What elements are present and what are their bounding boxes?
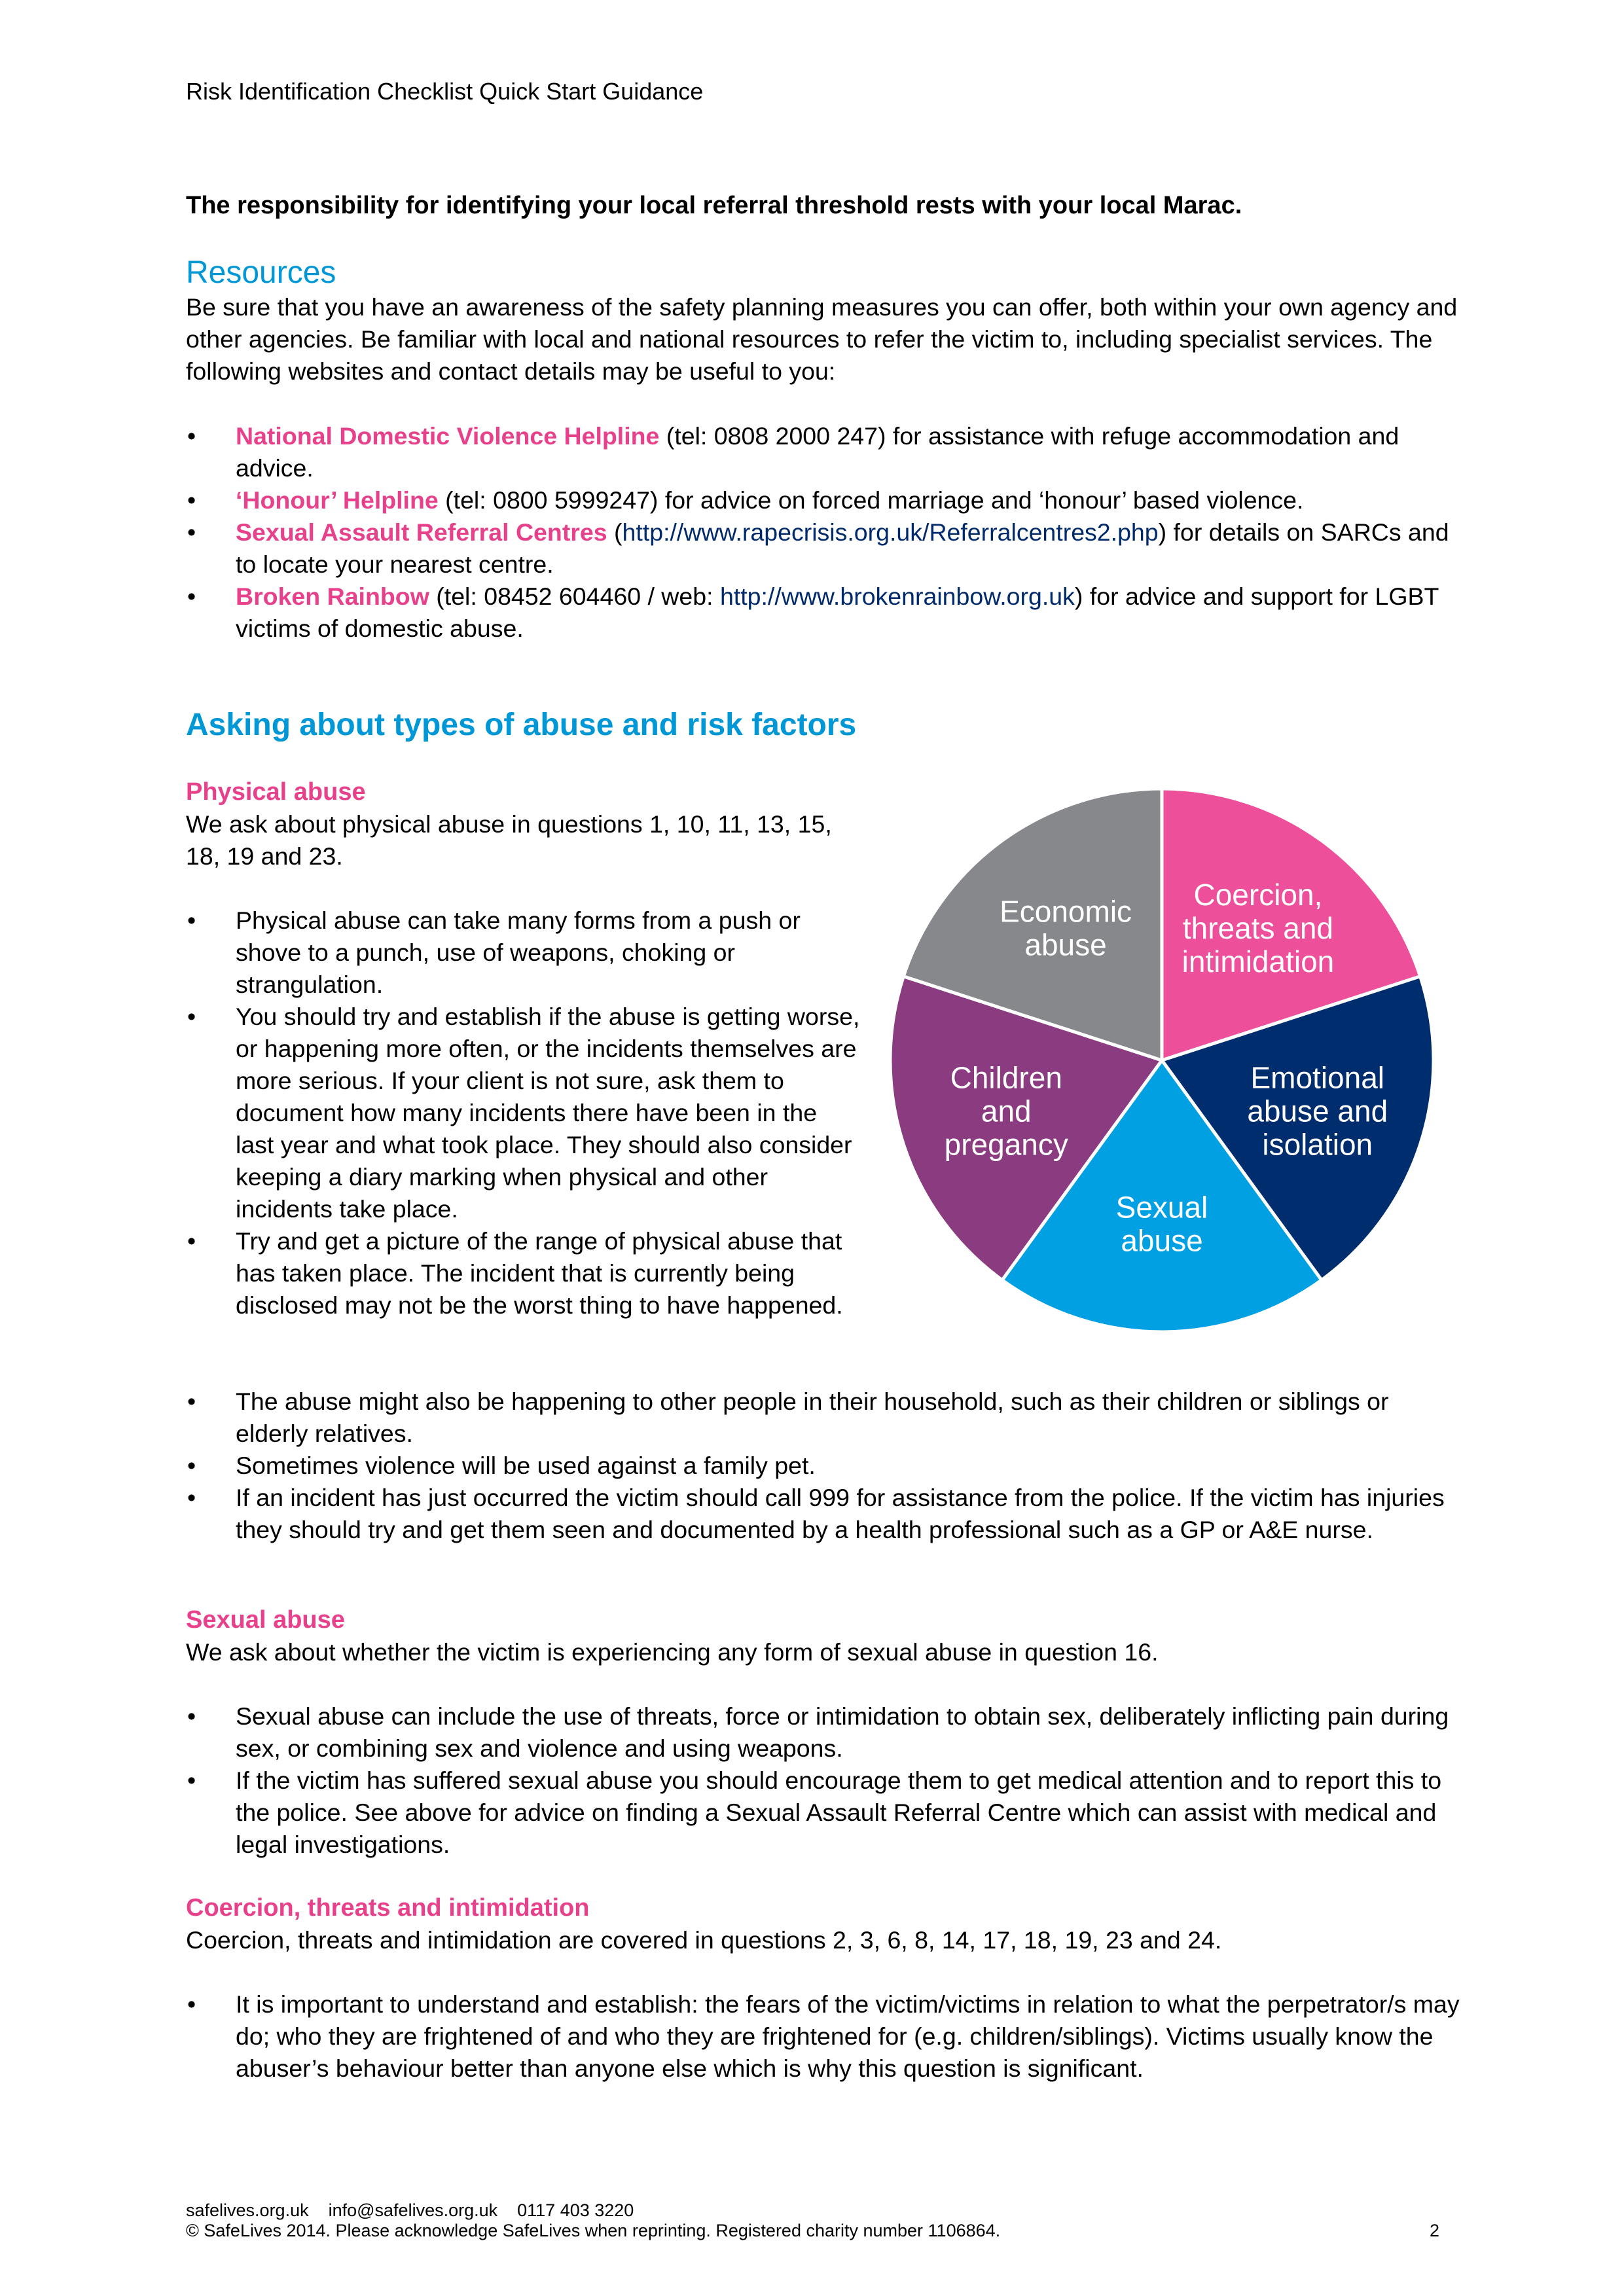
resource-link-sarc[interactable]: http://www.rapecrisis.org.uk/Referralcentres2.php (622, 518, 1159, 546)
physical-bullet: • The abuse might also be happening to other people in their household, such as their children or siblings or elderly relatives. (186, 1386, 1462, 1450)
sexual-bullet: • Sexual abuse can include the use of threats, force or intimidation to obtain sex, deliberately inflicting pain during sex, or combining sex and violence and using weapons. (186, 1700, 1462, 1765)
resource-text-honour: (tel: 0800 5999247) for advice on forced marriage and ‘honour’ based violence. (438, 486, 1304, 514)
resource-text-sarc: ) for details on SARCs and to locate your nearest centre. (236, 518, 1449, 578)
pie-segment-label: Children and pregancy (944, 1060, 1068, 1162)
resource-name-honour[interactable]: ‘Honour’ Helpline (236, 486, 439, 514)
resource-link-broken-rainbow[interactable]: http://www.brokenrainbow.org.uk (719, 583, 1075, 610)
resource-text-broken-rainbow: ) for advice and support for LGBT victims of domestic abuse. (236, 583, 1439, 642)
physical-bullet: • You should try and establish if the abuse is getting worse, or happening more often, or the incidents themselves are more serious. If your client is not sure, ask them to document how many incidents there have been in the last year and what took place. They should also consider keeping a diary marking when physical and other incidents take place. (186, 1001, 860, 1225)
physical-bullet: • If an incident has just occurred the victim should call 999 for assistance from the police. If the victim has injuries they should try and get them seen and documented by a health professional such as a GP or A&E nurse. (186, 1482, 1462, 1546)
physical-bullet: • Sometimes violence will be used against a family pet. (186, 1450, 1462, 1482)
coercion-bullet: • It is important to understand and establish: the fears of the victim/victims in relation to what the perpetrator/s may do; who they are frightened of and who they are frightened for (e.g. children/siblings). Victims usually know the abuser’s behaviour better than anyone else which is why this question is significant. (186, 1988, 1462, 2085)
physical-bullets-narrow (186, 905, 860, 1321)
physical-bullet: • Try and get a picture of the range of physical abuse that has taken place. The incident that is currently being disclosed may not be the worst thing to have happened. (186, 1225, 860, 1321)
coercion-bullets (186, 1988, 1462, 2085)
sexual-bullet: • If the victim has suffered sexual abuse you should encourage them to get medical attention and to report this to the police. See above for advice on finding a Sexual Assault Referral Centre which can assist with medical and legal investigations. (186, 1765, 1462, 1861)
pie-segment-label: Economic abuse (1000, 894, 1132, 962)
pie-segment-label: Sexual abuse (1115, 1190, 1208, 1258)
sexual-intro: We ask about whether the victim is experiencing any form of sexual abuse in question 16. (186, 1638, 1159, 1666)
footer-contacts: safelives.org.uk info@safelives.org.uk 0117 403 3220 (186, 2200, 634, 2220)
abuse-types-diagram (884, 782, 1440, 1338)
resource-pre-broken-rainbow: (tel: 08452 604460 / web: (429, 583, 720, 610)
resources-list (186, 420, 1462, 645)
coercion-heading: Coercion, threats and intimidation (186, 1894, 590, 1922)
physical-heading: Physical abuse (186, 778, 366, 806)
pie-segment-label: Coercion, threats and intimidation (1182, 877, 1335, 978)
lead-statement: The responsibility for identifying your local referral threshold rests with your local Marac. (186, 192, 1242, 219)
footer-copyright: © SafeLives 2014. Please acknowledge SafeLives when reprinting. Registered charity number 1106864. (186, 2221, 1001, 2240)
asking-heading: Asking about types of abuse and risk factors (186, 708, 857, 742)
sexual-heading: Sexual abuse (186, 1606, 345, 1634)
resources-intro: Be sure that you have an awareness of the safety planning measures you can offer, both within your own agency and other agencies. Be familiar with local and national resources to refer the victim to, including specialist services. The following websites and contact details may be useful to you: (186, 293, 1458, 385)
resource-name-broken-rainbow[interactable]: Broken Rainbow (236, 583, 429, 610)
pie-segment-label: Emotional abuse and isolation (1247, 1060, 1388, 1162)
resources-heading: Resources (186, 255, 336, 290)
resource-item-sarc (186, 516, 1462, 581)
physical-bullets-wide (186, 1386, 1462, 1546)
resource-name-ndvh[interactable]: National Domestic Violence Helpline (236, 422, 660, 450)
physical-bullet: • Physical abuse can take many forms from a push or shove to a punch, use of weapons, choking or strangulation. (186, 905, 860, 1001)
sexual-bullets (186, 1700, 1462, 1861)
running-header: Risk Identification Checklist Quick Start Guidance (186, 78, 704, 105)
resource-text-ndvh: (tel: 0808 2000 247) for assistance with refuge accommodation and advice. (236, 422, 1399, 482)
resource-name-sarc[interactable]: Sexual Assault Referral Centres (236, 518, 607, 546)
resource-item-broken-rainbow (186, 581, 1462, 645)
coercion-intro: Coercion, threats and intimidation are covered in questions 2, 3, 6, 8, 14, 17, 18, 19, 23 and 24. (186, 1926, 1222, 1954)
page-number: 2 (1430, 2221, 1440, 2240)
resource-item-ndvh (186, 420, 1462, 484)
physical-intro: We ask about physical abuse in questions 1, 10, 11, 13, 15, 18, 19 and 23. (186, 810, 832, 870)
resource-item-honour (186, 484, 1462, 516)
resource-pre-sarc: ( (607, 518, 623, 546)
